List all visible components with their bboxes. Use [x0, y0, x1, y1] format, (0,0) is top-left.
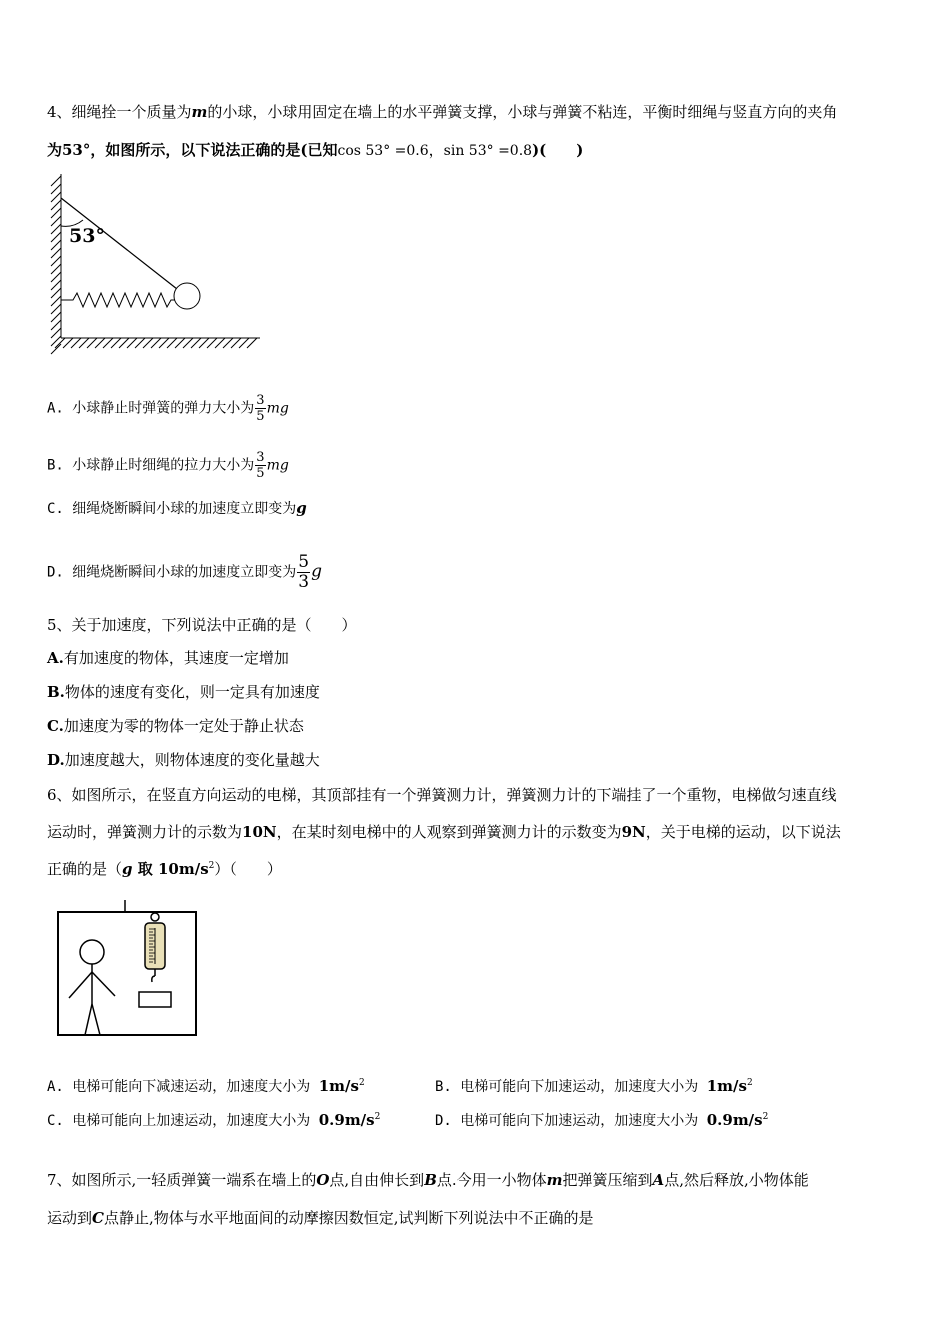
fraction: $\frac{3}{5}$ [256, 393, 265, 424]
q4-option-b: B. 小球静止时细绳的拉力大小为 $\frac{3}{5}$ mg [47, 450, 289, 481]
angle-label: 53° [69, 225, 105, 247]
q6-option-a: A. 电梯可能向下减速运动，加速度大小为 $1m/s^2$ [47, 1077, 365, 1095]
q5-option-d: D.加速度越大，则物体速度的变化量越大 [47, 751, 320, 769]
q6-option-c: C. 电梯可能向上加速运动，加速度大小为 $0.9m/s^2$ [47, 1111, 381, 1129]
elevator-box [58, 912, 196, 1035]
q4-stem-line1: 4、细绳拴一个质量为m的小球，小球用固定在墙上的水平弹簧支撑，小球与弹簧不粘连，平衡时细绳与竖直方向的夹角 [47, 103, 838, 121]
wall-spring-ball-figure [45, 170, 265, 355]
q7-stem-line1: 7、如图所示,一轻质弹簧一端系在墙上的O点,自由伸长到B点.今用一小物体m把弹簧压缩到A点,然后释放,小物体能 [47, 1171, 809, 1189]
sin-expression: sin 53° =0.8 [443, 143, 533, 159]
elevator-figure [55, 898, 200, 1038]
q5-stem: 5、关于加速度，下列说法中正确的是（ ） [47, 616, 357, 634]
fraction: $\frac{3}{5}$ [256, 450, 265, 481]
ball [174, 283, 200, 309]
q6-stem-line1: 6、如图所示，在竖直方向运动的电梯，其顶部挂有一个弹簧测力计，弹簧测力计的下端挂了一个重物，电梯做匀速直线 [47, 786, 837, 804]
person-head [80, 940, 104, 964]
q4-stem-line2: 为53°，如图所示，以下说法正确的是(已知cos 53° =0.6，sin 53° =0.8)( ) [47, 141, 584, 159]
q6-stem-line3: 正确的是（g 取 $10m/s^2$）（ ） [47, 860, 282, 878]
q5-option-c: C.加速度为零的物体一定处于静止状态 [47, 717, 304, 735]
cos-expression: cos 53° =0.6 [337, 143, 429, 159]
q4-option-a: A. 小球静止时弹簧的弹力大小为 $\frac{3}{5}$ mg [47, 393, 289, 424]
spring [61, 293, 175, 307]
q5-option-a: A.有加速度的物体，其速度一定增加 [47, 649, 289, 667]
q6-option-b: B. 电梯可能向下加速运动，加速度大小为 $1m/s^2$ [435, 1077, 753, 1095]
q4-option-d: D. 细绳烧断瞬间小球的加速度立即变为 $\frac{5}{3}$ g [47, 552, 323, 592]
q7-stem-line2: 运动到C点静止,物体与水平地面间的动摩擦因数恒定,试判断下列说法中不正确的是 [47, 1209, 594, 1227]
q6-option-d: D. 电梯可能向下加速运动，加速度大小为 $0.9m/s^2$ [435, 1111, 769, 1129]
person-body [69, 964, 115, 1035]
q4-option-c: C. 细绳烧断瞬间小球的加速度立即变为g [47, 499, 307, 517]
q6-stem-line2: 运动时，弹簧测力计的示数为10N，在某时刻电梯中的人观察到弹簧测力计的示数变为9N，关于电梯的运动，以下说法 [47, 823, 841, 841]
spring-scale [145, 913, 165, 982]
fraction: $\frac{5}{3}$ [298, 552, 310, 592]
q5-option-b: B.物体的速度有变化，则一定具有加速度 [47, 683, 320, 701]
weight [139, 992, 171, 1007]
